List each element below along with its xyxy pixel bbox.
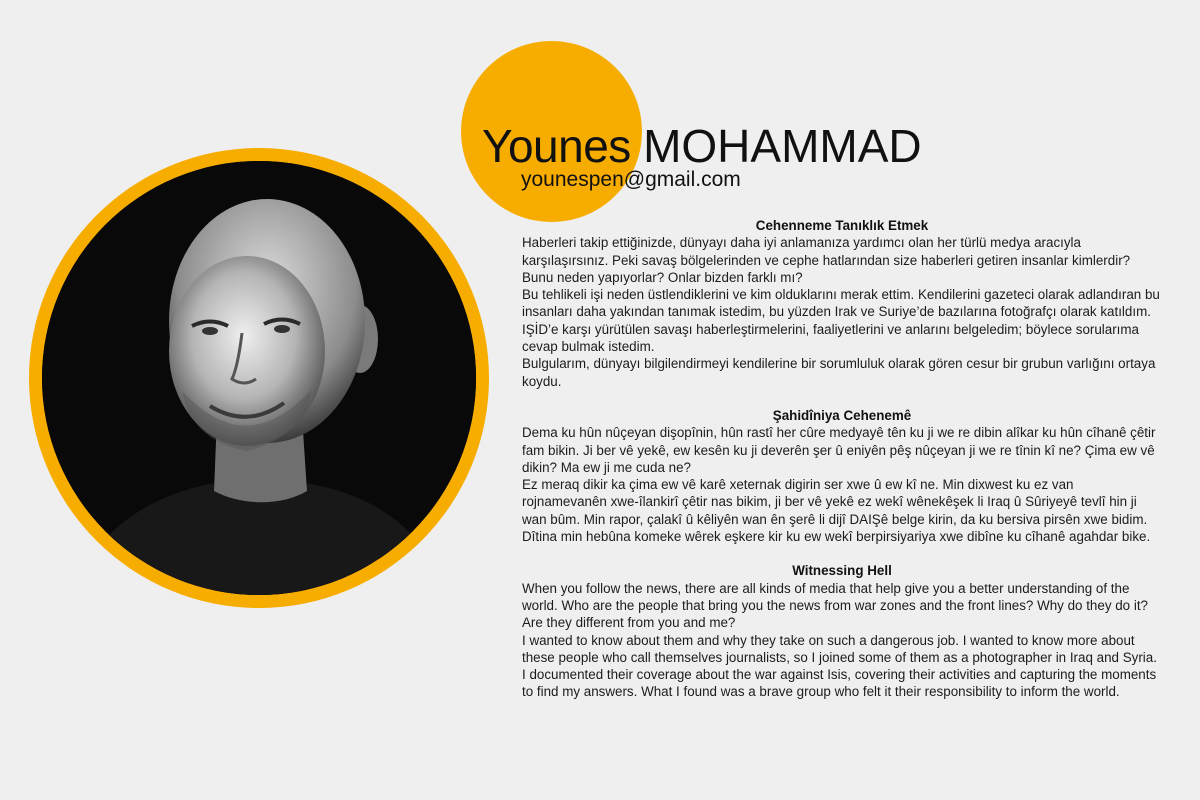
first-name: Younes	[482, 120, 631, 172]
section-title: Witnessing Hell	[792, 563, 892, 579]
last-name: MOHAMMAD	[643, 120, 922, 172]
paragraph: Ez meraq dikir ka çima ew vê karê xeternak digirin ser xwe û ew kî ne. Min dixwest ku ez van rojnamevanên xwe-îlankirî çêtir nas bikim, ji ber vê yekê ez wekî wênekêşek li Iraq û Sûriyeyê tevlî hin ji wan bûm. Min rapor, çalakî û kêliyên wan ên şerê li dijî DAIŞê belge kirin, da ku bersiva pirsên xwe bidim.	[522, 477, 1148, 527]
section-turkish	[522, 217, 1162, 390]
paragraph: When you follow the news, there are all kinds of media that help give you a better understanding of the world. Who are the people that bring you the news from war zones and the front lines? Why do they do it? Are they different from you and me?	[522, 580, 1148, 631]
paragraph: I wanted to know about them and why they take on such a dangerous job. I wanted to know more about these people who call themselves journalists, so I joined some of them as a photographer in Iraq and Syria. I documented their coverage about the war against Isis, covering their activities and capturing the moments to find my answers. What I found was a brave group who felt it their responsibility to inform the world.	[522, 632, 1157, 700]
paragraph: Dema ku hûn nûçeyan dişopînin, hûn rastî her cûre medyayê tên ku ji we re dibin alîkar ku hûn cîhanê çêtir fam bikin. Ji ber vê yekê, ew kesên ku ji deverên şer û eniyên pêş nûçeyan ji we re tînin kî ne? Çima ew vê dikin? Ma ew ji me cuda ne?	[522, 425, 1156, 475]
section-title: Cehenneme Tanıklık Etmek	[755, 218, 929, 233]
portrait-frame	[29, 148, 489, 608]
section-english	[522, 562, 1162, 700]
portrait-photo	[42, 161, 476, 595]
paragraph: Bu tehlikeli işi neden üstlendiklerini ve kim olduklarını merak ettim. Kendilerini gazeteci olarak adlandıran bu insanları daha yakından tanımak istedim, bu yüzden Irak ve Suriye’de bazılarına fotoğrafçı olarak katıldım. IŞİD’e karşı yürütülen savaşı haberleştirmelerini, faaliyetlerini ve anlarını belgeledim; böylece sorularıma cevap bulmak istedim.	[522, 287, 1160, 355]
paragraph: Haberleri takip ettiğinizde, dünyayı daha iyi anlamanıza yardımcı olan her türlü medya aracıyla karşılaşırsınız. Peki savaş bölgelerinden ve cephe hatlarından size haberleri getiren insanlar kimlerdir? Bunu neden yapıyorlar? Onlar bizden farklı mı?	[522, 235, 1131, 285]
paragraph: Dîtina min hebûna komeke wêrek eşkere kir ku ew wekî berpirsiyariya xwe dibîne ku cîhanê agahdar bike.	[522, 529, 1151, 545]
bio-text	[522, 217, 1162, 718]
section-title: Şahidîniya Cehenemê	[772, 407, 912, 423]
email-address[interactable]: younespen@gmail.com	[521, 168, 741, 191]
paragraph: Bulgularım, dünyayı bilgilendirmeyi kendilerine bir sorumluluk olarak gören cesur bir grubun varlığını ortaya koydu.	[522, 356, 1156, 389]
section-kurdish	[522, 407, 1162, 545]
